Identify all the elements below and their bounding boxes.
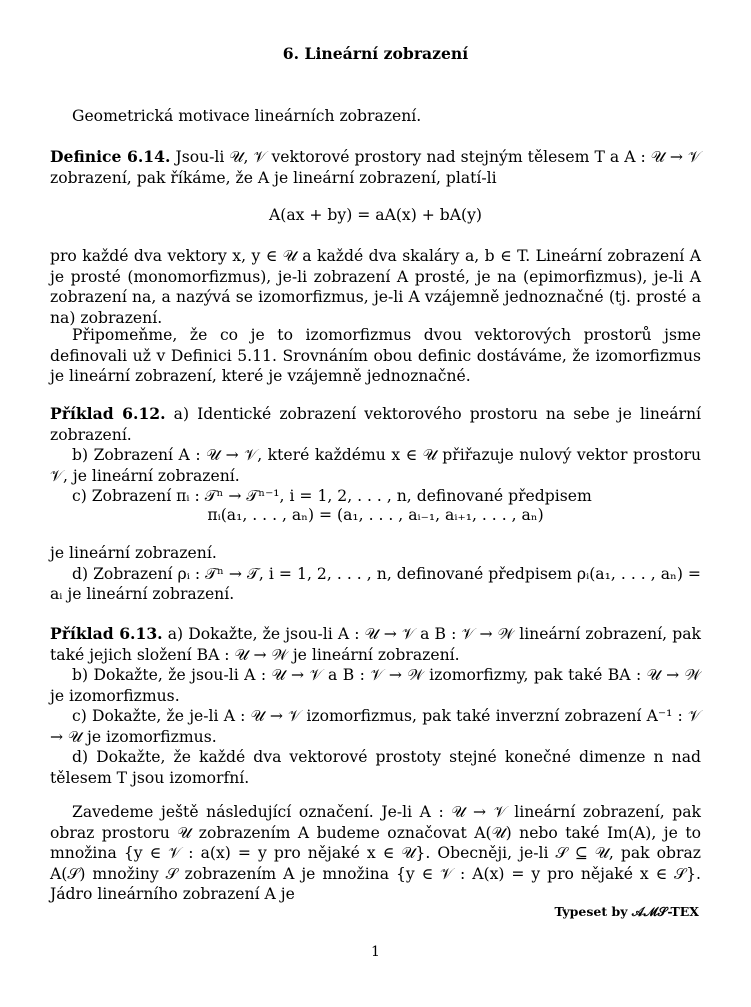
reminder-text: Připomeňme, že co je to izomorfizmus dvou vektorových prostorů jsme definovali už v Definici 5.11. Srovnáním obou definic dostáváme, že izomorfizmus je lineární zobrazení, které je vzájemně jednoznačné. [50,326,701,385]
example12-b: b) Zobrazení A : 𝒰 → 𝒱, které každému x ∈ 𝒰 přiřazuje nulový vektor prostoru 𝒱, je lineární zobrazení. [50,446,701,485]
example-6-12 [50,404,701,507]
reminder-paragraph [50,325,701,387]
example12-c-after: je lineární zobrazení. [50,544,217,562]
closing-paragraph [50,802,701,905]
example12-formula: πᵢ(a₁, . . . , aₙ) = (a₁, . . . , aᵢ₋₁, aᵢ₊₁, . . . , aₙ) [207,506,544,524]
example13-a: a) Dokažte, že jsou-li A : 𝒰 → 𝒱 a B : 𝒱 → 𝒲 lineární zobrazení, pak také jejich složení BA : 𝒰 → 𝒲 je lineární zobrazení. [50,625,701,664]
example13-c: c) Dokažte, že je-li A : 𝒰 → 𝒱 izomorfizmus, pak také inverzní zobrazení A⁻¹ : 𝒱 → 𝒰 je izomorfizmus. [50,707,701,746]
definition-block [50,147,701,188]
closing-text: Zavedeme ještě následující označení. Je-li A : 𝒰 → 𝒱 lineární zobrazení, pak obraz prostoru 𝒰 zobrazením A budeme označovat A(𝒰) nebo také Im(A), je to množina {y ∈ 𝒱 : a(x) = y pro nějaké x ∈ 𝒰}. Obecněji, je-li 𝒮 ⊆ 𝒰, pak obraz A(𝒮) množiny 𝒮 zobrazením A je množina {y ∈ 𝒱 : A(x) = y pro nějaké x ∈ 𝒮}. Jádro lineárního zobrazení A je [50,803,701,903]
example13-d: d) Dokažte, že každé dva vektorové prostoty stejné konečné dimenze n nad tělesem T jsou izomorfní. [50,748,701,787]
example-6-13 [50,624,701,788]
typeset-footer: Typeset by 𝒜ℳ𝒮-TEX [554,904,699,919]
section-title: 6. Lineární zobrazení [282,44,469,63]
definition-line1: Jsou-li 𝒰, 𝒱 vektorové prostory nad stejným tělesem T a A : 𝒰 → 𝒱 zobrazení, pak říkáme, že A je lineární zobrazení, platí-li [50,148,701,187]
example13-b: b) Dokažte, že jsou-li A : 𝒰 → 𝒱 a B : 𝒱 → 𝒲 izomorfizmy, pak také BA : 𝒰 → 𝒲 je izomorfizmus. [50,666,701,705]
definition-label: Definice 6.14. [50,147,171,166]
definition-formula: A(ax + by) = aA(x) + bA(y) [269,206,482,224]
motivation-text: Geometrická motivace lineárních zobrazení. [72,107,422,125]
example12-c: c) Zobrazení πᵢ : 𝒯ⁿ → 𝒯ⁿ⁻¹, i = 1, 2, . . . , n, definované předpisem [72,487,592,505]
example13-label: Příklad 6.13. [50,624,163,643]
example12-d: d) Zobrazení ρᵢ : 𝒯ⁿ → 𝒯, i = 1, 2, . . . , n, definované předpisem ρᵢ(a₁, . . . , aₙ) = aᵢ je lineární zobrazení. [50,564,701,603]
example12-continuation [50,543,701,605]
example12-label: Příklad 6.12. [50,404,166,423]
definition-line2: pro každé dva vektory x, y ∈ 𝒰 a každé dva skaláry a, b ∈ T. Lineární zobrazení A je prosté (monomorfizmus), je-li zobrazení A prosté, je na (epimorfizmus), je-li A zobrazení na, a nazývá se izomorfizmus, je-li A vzájemně jednoznačné (tj. prosté a na) zobrazení. [50,247,701,327]
motivation-paragraph [50,106,701,127]
example12-a: a) Identické zobrazení vektorového prostoru na sebe je lineární zobrazení. [50,405,701,444]
definition-continuation [50,246,701,328]
page-number: 1 [371,944,380,960]
